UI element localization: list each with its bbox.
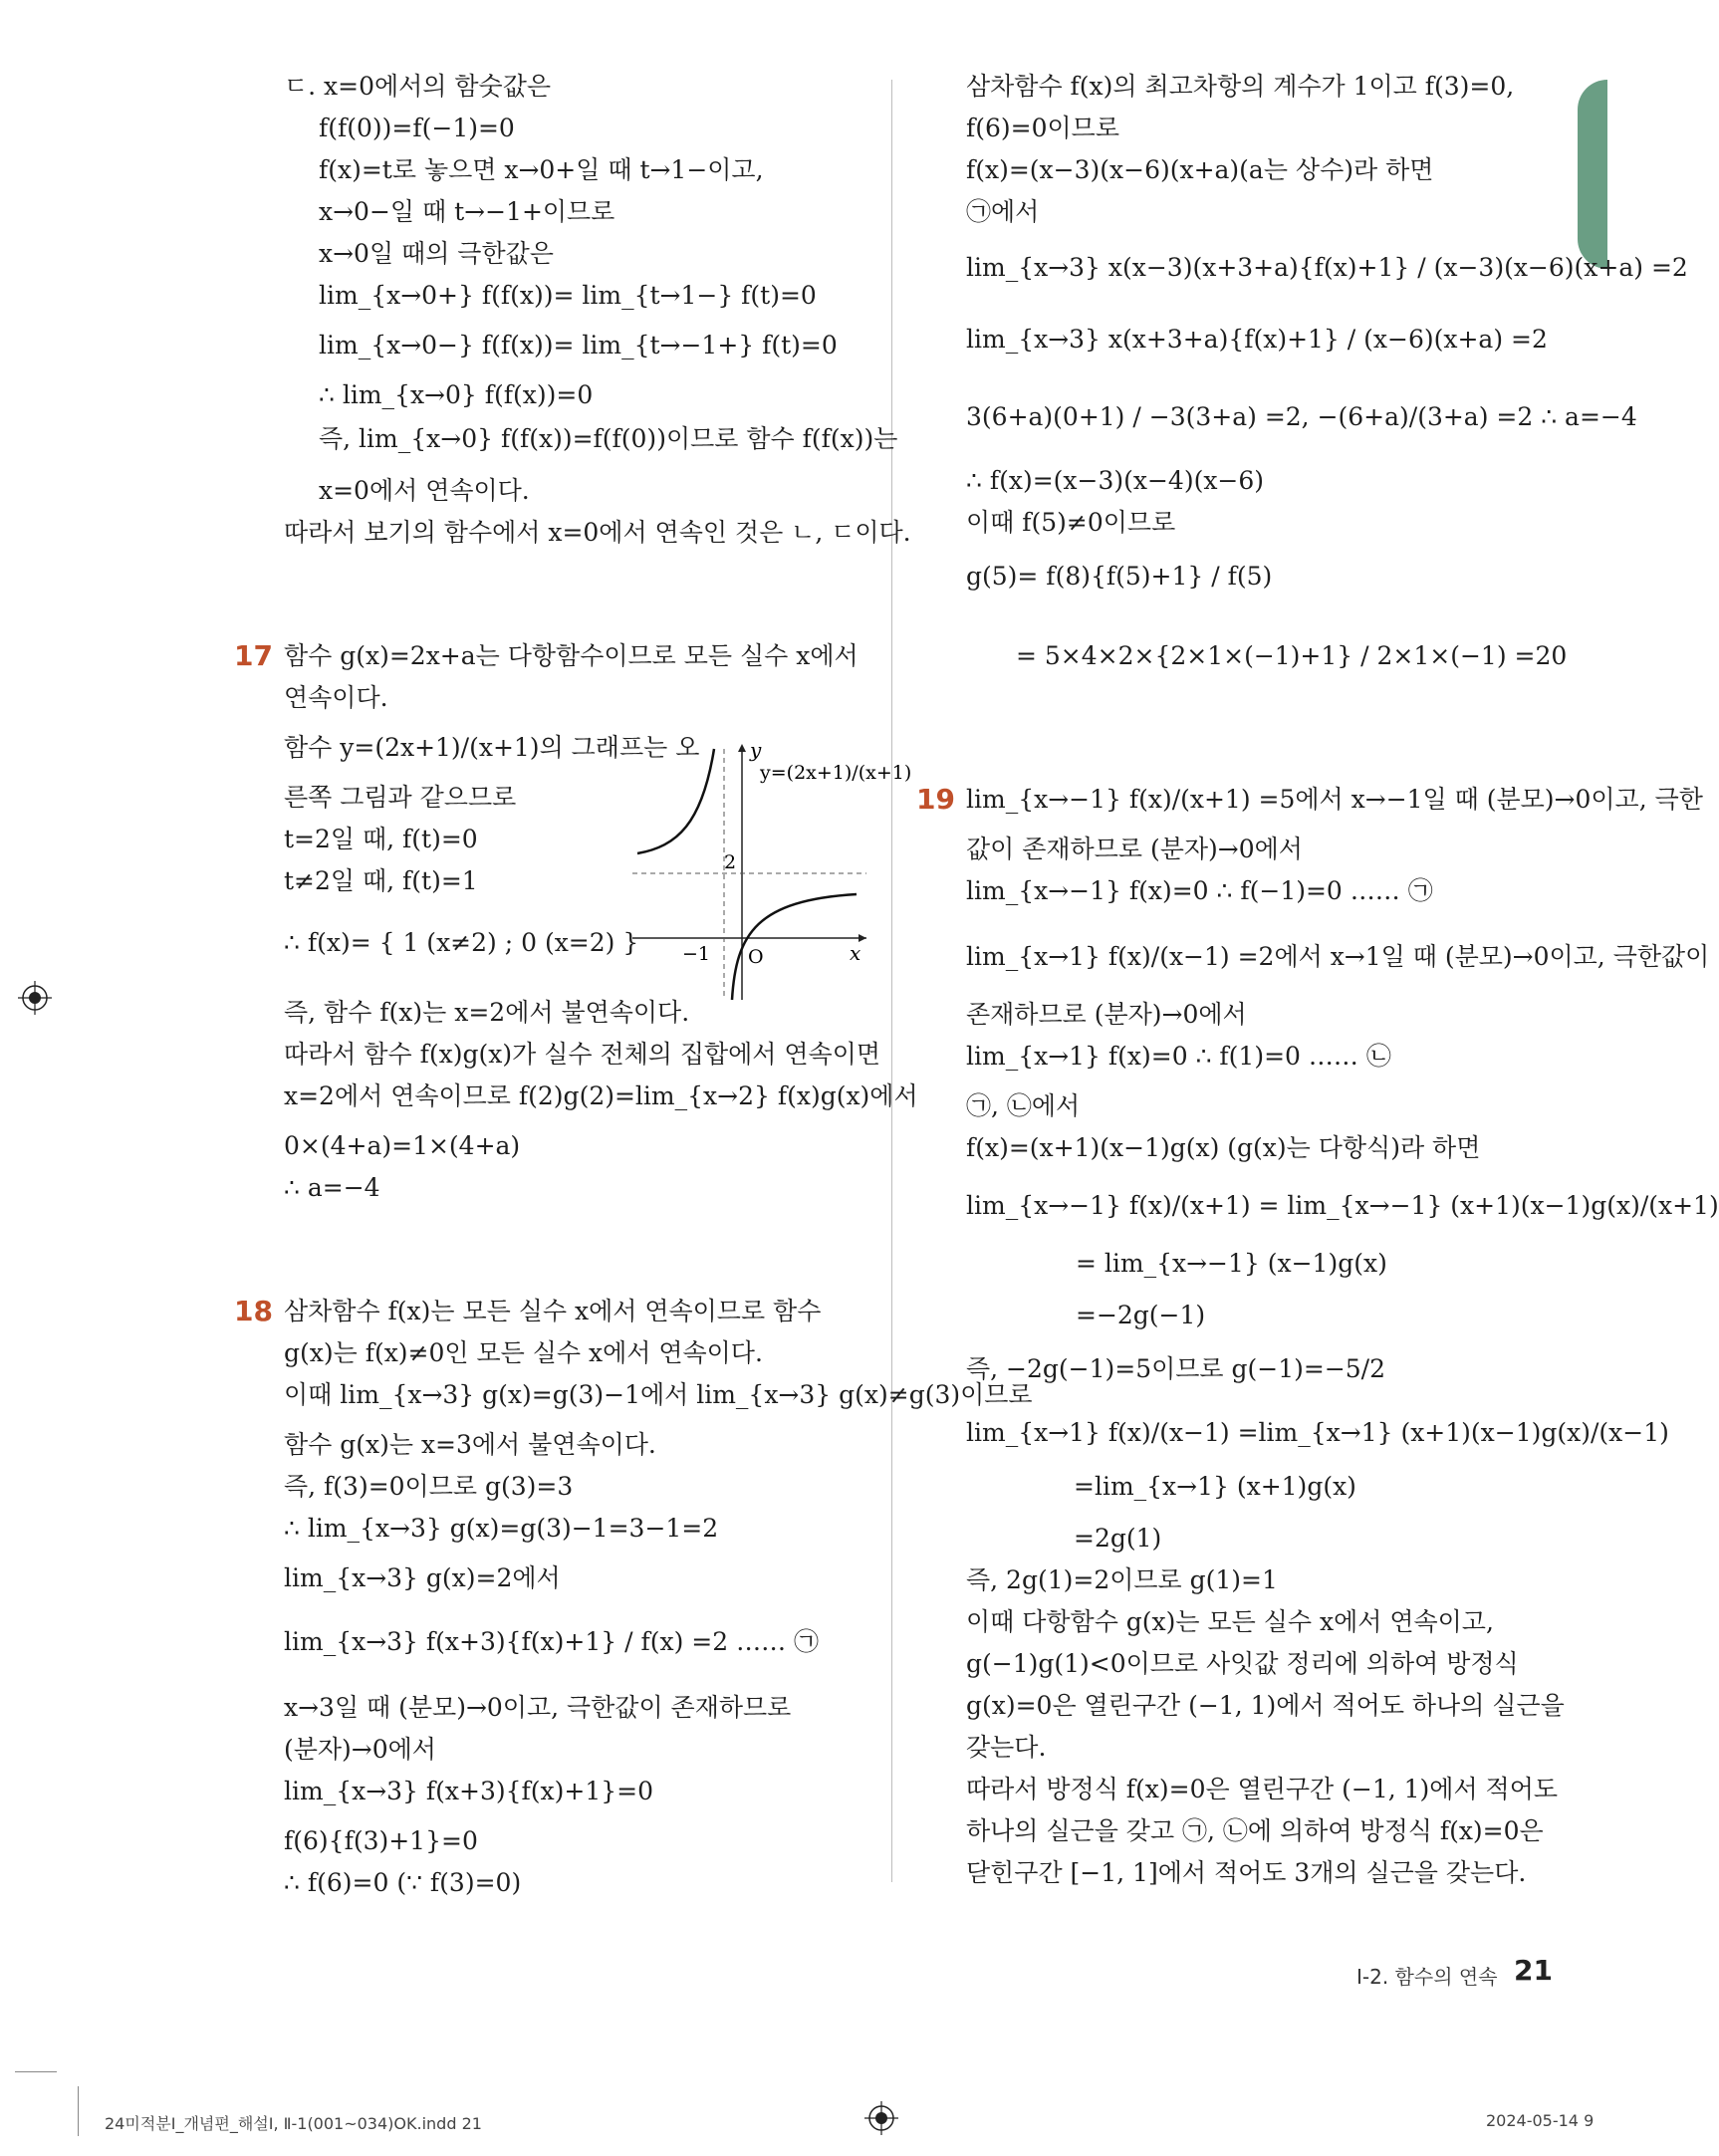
rational-function-graph (632, 738, 912, 1003)
column-divider (891, 80, 892, 1882)
problem-number-19: 19 (916, 783, 955, 816)
text-line: t=2일 때, f(t)=0 (284, 825, 478, 853)
text-line: 따라서 함수 f(x)g(x)가 실수 전체의 집합에서 연속이면 (284, 1040, 881, 1069)
text-line: ∴ a=−4 (284, 1173, 380, 1202)
text-line: 즉, 함수 f(x)는 x=2에서 불연속이다. (284, 998, 690, 1027)
text-line: ㄷ. x=0에서의 함숫값은 (284, 72, 551, 101)
text-line: x=2에서 연속이므로 f(2)g(2)=lim_{x→2} f(x)g(x)에서 (284, 1081, 918, 1110)
text-line: lim_{x→0+} f(f(x))= lim_{t→1−} f(t)=0 (319, 281, 817, 310)
text-line: 0×(4+a)=1×(4+a) (284, 1131, 521, 1160)
text-line: 즉, lim_{x→0} f(f(x))=f(f(0))이므로 함수 f(f(x))는 (319, 424, 898, 453)
text-line: 이때 다항함수 g(x)는 모든 실수 x에서 연속이고, (966, 1607, 1494, 1636)
crop-mark (15, 2071, 57, 2072)
text-line: 연속이다. (284, 683, 388, 712)
asymptote-y-value: 2 (724, 851, 737, 873)
text-line: = 5×4×2×{2×1×(−1)+1} / 2×1×(−1) =20 (1016, 641, 1568, 670)
text-line: =lim_{x→1} (x+1)g(x) (1074, 1472, 1356, 1501)
left-branch-curve (637, 749, 714, 853)
text-line: f(6){f(3)+1}=0 (284, 1826, 478, 1855)
x-axis-label: x (850, 941, 861, 965)
text-line: 값이 존재하므로 (분자)→0에서 (966, 835, 1303, 863)
text-line: lim_{x→1} f(x)=0 ∴ f(1)=0 …… ㉡ (966, 1042, 1391, 1071)
text-line: lim_{x→−1} f(x)/(x+1) =5에서 x→−1일 때 (분모)→0이고, 극한 (966, 785, 1703, 814)
text-line: x=0에서 연속이다. (319, 476, 530, 505)
text-line: 하나의 실근을 갖고 ㉠, ㉡에 의하여 방정식 f(x)=0은 (966, 1816, 1544, 1845)
curve-label: y=(2x+1)/(x+1) (760, 762, 912, 784)
problem-number-18: 18 (234, 1295, 273, 1327)
text-line: f(x)=(x+1)(x−1)g(x) (g(x)는 다항식)라 하면 (966, 1133, 1481, 1162)
text-line: lim_{x→3} x(x−3)(x+3+a){f(x)+1} / (x−3)(x−6)(x+a) =2 (966, 253, 1688, 282)
registration-mark-icon (864, 2101, 898, 2135)
print-date: 2024-05-14 9 (1486, 2111, 1595, 2130)
text-line: 른쪽 그림과 같으므로 (284, 783, 517, 812)
text-line: lim_{x→3} f(x+3){f(x)+1} / f(x) =2 …… ㉠ (284, 1627, 820, 1656)
text-line: 함수 g(x)는 x=3에서 불연속이다. (284, 1430, 656, 1459)
text-line: 이때 f(5)≠0이므로 (966, 508, 1176, 537)
text-line: 갖는다. (966, 1733, 1047, 1762)
text-line: x→0−일 때 t→−1+이므로 (319, 197, 615, 226)
text-line: ∴ f(x)=(x−3)(x−4)(x−6) (966, 466, 1265, 495)
text-line: lim_{x→3} f(x+3){f(x)+1}=0 (284, 1777, 653, 1805)
text-line: 존재하므로 (분자)→0에서 (966, 1000, 1247, 1029)
chapter-side-tab (1578, 80, 1607, 269)
text-line: x→3일 때 (분모)→0이고, 극한값이 존재하므로 (284, 1693, 792, 1722)
text-line: x→0일 때의 극한값은 (319, 239, 554, 268)
text-line: f(x)=t로 놓으면 x→0+일 때 t→1−이고, (319, 155, 764, 184)
text-line: ∴ lim_{x→0} f(f(x))=0 (319, 380, 594, 409)
text-line: 따라서 보기의 함수에서 x=0에서 연속인 것은 ㄴ, ㄷ이다. (284, 518, 911, 547)
text-line: lim_{x→3} x(x+3+a){f(x)+1} / (x−6)(x+a) =2 (966, 325, 1548, 354)
text-line: 즉, 2g(1)=2이므로 g(1)=1 (966, 1565, 1278, 1594)
text-line: ㉠, ㉡에서 (966, 1091, 1081, 1120)
text-line: 3(6+a)(0+1) / −3(3+a) =2, −(6+a)/(3+a) =2 ∴ a=−4 (966, 402, 1637, 431)
text-line: g(x)=0은 열린구간 (−1, 1)에서 적어도 하나의 실근을 (966, 1691, 1565, 1720)
text-line: ㉠에서 (966, 197, 1040, 226)
file-info: 24미적분Ⅰ_개념편_해설Ⅰ, Ⅱ-1(001~034)OK.indd 21 (105, 2114, 482, 2133)
section-label: I-2. 함수의 연속 (1356, 1965, 1498, 1989)
text-line: = lim_{x→−1} (x−1)g(x) (1076, 1249, 1387, 1278)
text-line: 삼차함수 f(x)의 최고차항의 계수가 1이고 f(3)=0, (966, 72, 1515, 101)
y-axis-label: y (750, 738, 762, 762)
text-line: =−2g(−1) (1076, 1301, 1206, 1329)
text-line: =2g(1) (1074, 1524, 1162, 1553)
y-axis-arrow (738, 744, 746, 752)
text-line: lim_{x→1} f(x)/(x−1) =2에서 x→1일 때 (분모)→0이고, 극한값이 (966, 942, 1710, 971)
text-line: lim_{x→−1} f(x)=0 ∴ f(−1)=0 …… ㉠ (966, 876, 1433, 905)
text-line: lim_{x→0−} f(f(x))= lim_{t→−1+} f(t)=0 (319, 331, 838, 359)
text-line: ∴ f(6)=0 (∵ f(3)=0) (284, 1868, 522, 1897)
text-line: ∴ lim_{x→3} g(x)=g(3)−1=3−1=2 (284, 1514, 719, 1543)
text-line: f(6)=0이므로 (966, 114, 1119, 142)
text-line: lim_{x→1} f(x)/(x−1) =lim_{x→1} (x+1)(x−1)g(x)/(x−1) (966, 1418, 1669, 1447)
problem-number-17: 17 (234, 639, 273, 672)
text-line: (분자)→0에서 (284, 1735, 436, 1764)
text-line: 함수 g(x)=2x+a는 다항함수이므로 모든 실수 x에서 (284, 641, 859, 670)
text-line: lim_{x→−1} f(x)/(x+1) = lim_{x→−1} (x+1)(x−1)g(x)/(x+1) (966, 1191, 1719, 1220)
text-line: 이때 lim_{x→3} g(x)=g(3)−1에서 lim_{x→3} g(x)≠g(3)이므로 (284, 1380, 1033, 1409)
text-line: 따라서 방정식 f(x)=0은 열린구간 (−1, 1)에서 적어도 (966, 1775, 1559, 1803)
text-line: 닫힌구간 [−1, 1]에서 적어도 3개의 실근을 갖는다. (966, 1858, 1527, 1887)
text-line: t≠2일 때, f(t)=1 (284, 866, 478, 895)
origin-label: O (748, 946, 764, 968)
text-line: ∴ f(x)= { 1 (x≠2) ; 0 (x=2) } (284, 928, 639, 957)
text-line: f(x)=(x−3)(x−6)(x+a)(a는 상수)라 하면 (966, 155, 1434, 184)
text-line: 즉, f(3)=0이므로 g(3)=3 (284, 1472, 574, 1501)
text-line: g(−1)g(1)<0이므로 사잇값 정리에 의하여 방정식 (966, 1649, 1519, 1678)
text-line: g(5)= f(8){f(5)+1} / f(5) (966, 562, 1273, 591)
text-line: g(x)는 f(x)≠0인 모든 실수 x에서 연속이다. (284, 1338, 763, 1367)
text-line: 함수 y=(2x+1)/(x+1)의 그래프는 오 (284, 733, 700, 762)
registration-mark-icon (18, 981, 52, 1015)
text-line: f(f(0))=f(−1)=0 (319, 114, 515, 142)
page-number: 21 (1514, 1954, 1553, 1987)
asymptote-x-value: −1 (682, 943, 711, 965)
text-line: 삼차함수 f(x)는 모든 실수 x에서 연속이므로 함수 (284, 1297, 822, 1325)
crop-mark (78, 2086, 79, 2136)
text-line: 즉, −2g(−1)=5이므로 g(−1)=−5/2 (966, 1354, 1386, 1383)
text-line: lim_{x→3} g(x)=2에서 (284, 1563, 561, 1592)
